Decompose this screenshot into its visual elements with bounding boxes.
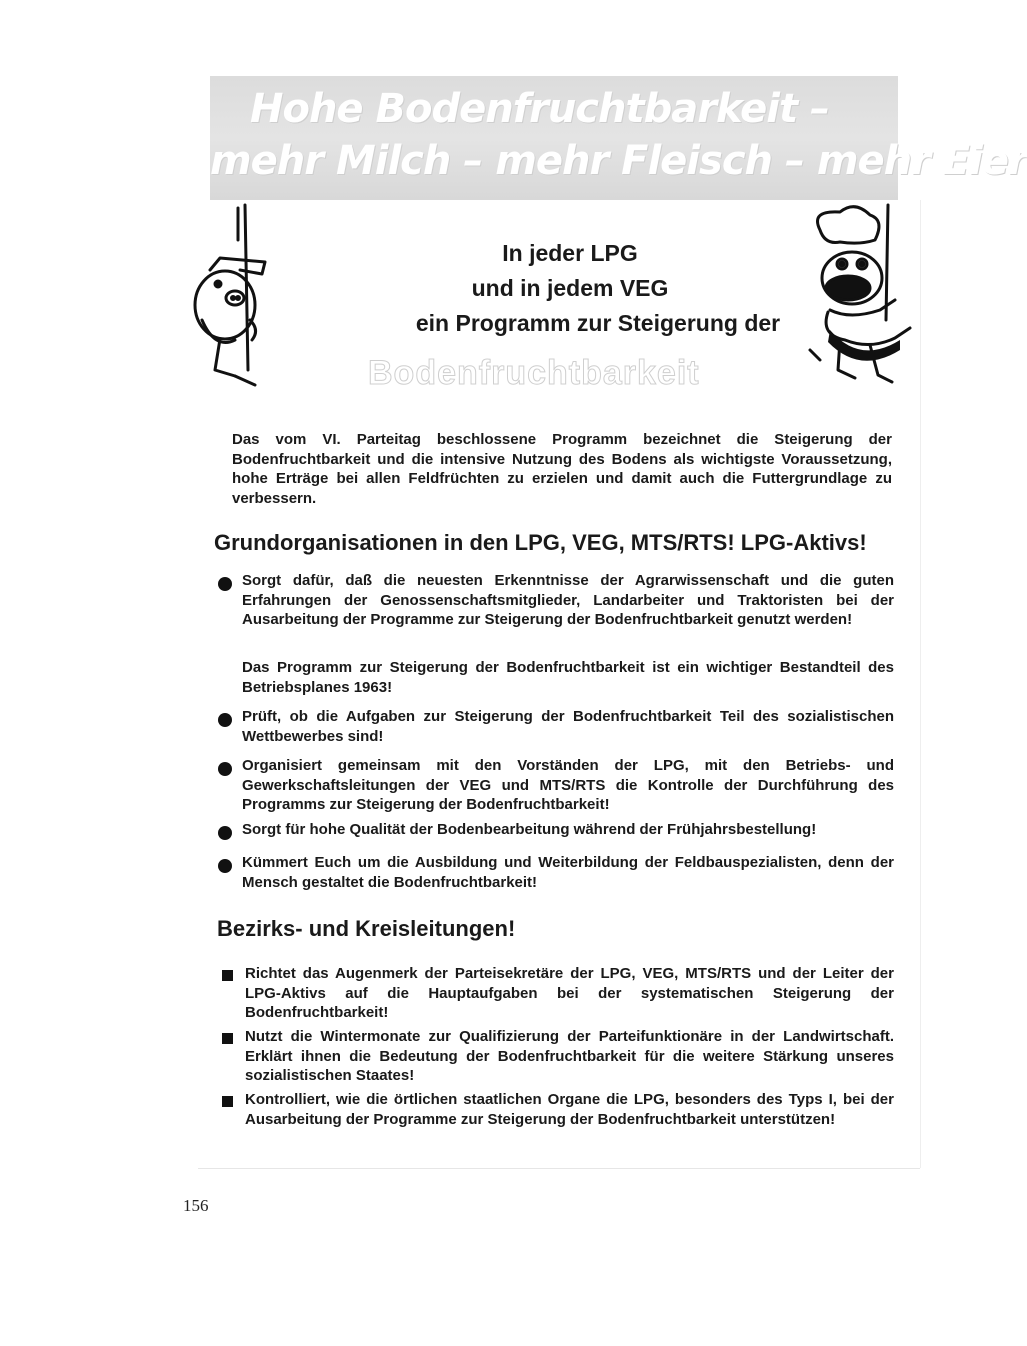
- section-2-item-1: Richtet das Augenmerk der Parteisekretäre der LPG, VEG, MTS/RTS und der Leiter der LPG-Aktivs auf die Hauptaufgaben bei der systematischen Steigerung der Bodenfruchtbarkeit!: [245, 965, 894, 1021]
- page-border-right: [920, 200, 921, 1168]
- section-1-item-5: Kümmert Euch um die Ausbildung und Weiterbildung der Feldbauspezialisten, denn der Mensch gestaltet die Bodenfruchtbarkeit!: [242, 854, 894, 891]
- headline-line-1: In jeder LPG: [502, 240, 638, 266]
- section-1-item-1: Sorgt dafür, daß die neuesten Erkenntnisse der Agrarwissenschaft und die guten Erfahrungen der Genossenschaftsmitglieder, Landarbeiter und Traktoristen bei der Ausarbeitung der Programme zur Steigerung der Bodenfruchtbarkeit genutzt werden!: [242, 572, 894, 628]
- section-1-title: Grundorganisationen in den LPG, VEG, MTS/RTS! LPG-Aktivs!: [214, 530, 867, 555]
- section-1-item-3: Organisiert gemeinsam mit den Vorständen der LPG, mit den Betriebs- und Gewerkschaftsleitungen der VEG und MTS/RTS die Kontrolle der Durchführung des Programms zur Steigerung der Bodenfruchtbarkeit!: [242, 757, 894, 813]
- headline-line-3: ein Programm zur Steigerung der: [415, 310, 781, 336]
- page-border-bottom: [198, 1168, 920, 1169]
- header-banner: [210, 76, 1027, 200]
- section-1-note: Das Programm zur Steigerung der Bodenfruchtbarkeit ist ein wichtiger Bestandteil des Betriebsplanes 1963!: [242, 659, 894, 696]
- bullet-dot-icon: [218, 713, 232, 727]
- bullet-dot-icon: [218, 859, 232, 873]
- bullet-dot-icon: [218, 762, 232, 776]
- banner-line-1: Hohe Bodenfruchtbarkeit –: [250, 86, 830, 132]
- banner-line-2: mehr Milch – mehr Fleisch – mehr Eier: [210, 138, 1027, 184]
- bullet-square-icon: [222, 1096, 233, 1107]
- intro-paragraph: Das vom VI. Parteitag beschlossene Programm bezeichnet die Steigerung der Bodenfruchtbarkeit und die intensive Nutzung des Bodens als wichtigste Voraussetzung, hohe Erträge bei allen Feldfrüchten zu erzielen und damit auch die Futtergrundlage zu verbessern.: [232, 431, 892, 507]
- bullet-square-icon: [222, 970, 233, 981]
- section-2-item-3: Kontrolliert, wie die örtlichen staatlichen Organe die LPG, besonders des Typs I, bei der Ausarbeitung der Programme zur Steigerung der Bodenfruchtbarkeit unterstützen!: [245, 1091, 894, 1128]
- pig-mascot-illustration: [180, 200, 270, 390]
- section-2-title: Bezirks- und Kreisleitungen!: [217, 916, 516, 941]
- headline-line-2: und in jedem VEG: [471, 275, 669, 301]
- section-1-item-2: Prüft, ob die Aufgaben zur Steigerung der Bodenfruchtbarkeit Teil des sozialistischen Wettbewerbes sind!: [242, 708, 894, 745]
- headline: [320, 236, 820, 341]
- section-1-item-4: Sorgt für hohe Qualität der Bodenbearbeitung während der Frühjahrsbestellung!: [242, 821, 817, 838]
- page-number: 156: [183, 1196, 209, 1215]
- bullet-square-icon: [222, 1033, 233, 1044]
- headline-faded-word: Bodenfruchtbarkeit: [368, 354, 700, 392]
- bullet-dot-icon: [218, 826, 232, 840]
- bullet-dot-icon: [218, 577, 232, 591]
- section-2-item-2: Nutzt die Wintermonate zur Qualifizierung der Parteifunktionäre in der Landwirtschaft. Erklärt ihnen die Bedeutung der Bodenfruchtbarkeit für die weitere Stärkung unseres sozialistischen Staates!: [245, 1028, 894, 1084]
